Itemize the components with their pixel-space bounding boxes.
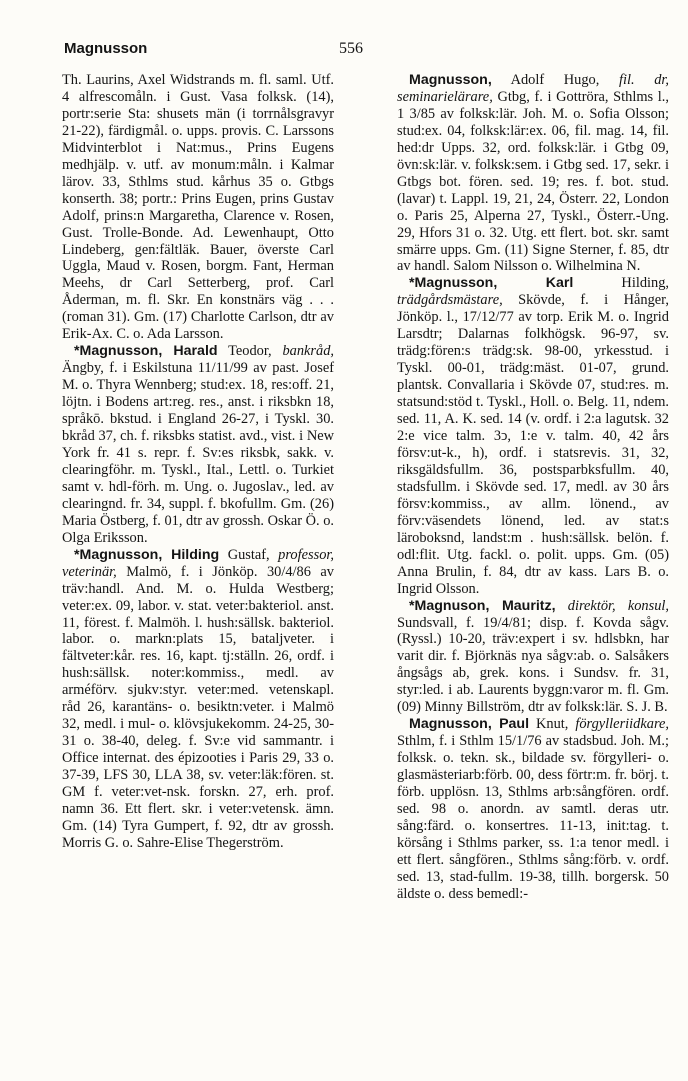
entry-headword: *Magnusson, Karl: [409, 275, 574, 292]
entry-headword: Magnusson, Paul: [409, 716, 530, 733]
entry-text: Ängby, f. i Eskilstuna 11/11/99 av past. Josef M. o. Thyra Wennberg; stud:ex. 18, res:off. 21, löjtn. i Bodens art:reg. res., anst. i riksbkn 18, språkō. bkstud. i England 26-27, i Tyskl. 30. bkråd 37, ch. f. riksbks statist. avd., vist. i New York fr. 41 s. repr. f. Sv:es riksbk, sakk. v. clearingföhr. m. Tyskl., Ital., Lettl. o. Turkiet samt v. hdl-förh. m. Ung. o. Jugoslav., led. av clearingnd. fr. 34, suppl. f. bkofullm. Gm. (26) Maria Östberg, f. 01, dtr av grossh. Oskar Ö. o. Olga Eriksson.: [62, 360, 334, 546]
biography-entry: [397, 598, 669, 717]
entry-text: Th. Laurins, Axel Widstrands m. fl. saml. Utf. 4 alfrescomåln. i Gust. Vasa folksk. (14), portr:serie Sta: shusets män (i torrnålsgravyr 21-22), färdigmål. o. upps. provis. C. Larssons Midvinterblot i Nat:mus., Prins Eugens medhjälp. v. utf. av monum:måln. i Kalmar lärov. 33, Sthlms stud. kårhus 35 o. Gtbgs konserth. 38; portr.: Prins Eugen, prins Gustav Adolf, prins:n Margaretha, Clarence v. Rosen, Gust. Trolle-Bonde. Ad. Lewenhaupt, Otto Lindeberg, gen:fältläk. Bauer, överste Carl Uggla, Maud v. Rosen, borgm. Fant, Herman Meehs, dr Carl Setterberg, prof. Carl Åderman, m. fl. Skr. En konstnärs väg . . . (roman 31). Gm. (17) Charlotte Carlson, dtr av Erik-Ax. C. o. Ada Larsson.: [62, 72, 334, 343]
entry-given-names: Knut,: [529, 716, 576, 733]
biography-entry: [397, 72, 669, 275]
entry-text: Sthlm, f. i Sthlm 15/1/76 av stadsbud. Joh. M.; folksk. o. tekn. sk., bildade sv. förgylleri- o. glasmästeriarb:förb. 00, dess förtr:m. fr. börj. t. förb. upplösn. 13, Sthlms arb:sångfören. ordf. sed. 98 o. anordn. av samtl. deras utr. sång:färd. o. konsertres. 11-13, init:tag. t. körsång i Sthlms parker, ss. 1:a tenor medl. i ett flert. sångfören., Sthlms sång:förb. v. ordf. sed. 13, stad-fullm. 19-38, tillh. borgersk. 50 äldste o. dess bemedl:-: [397, 733, 669, 902]
entry-title: trädgårdsmästare,: [397, 292, 503, 309]
left-column: [62, 72, 334, 852]
running-head: Magnusson: [64, 40, 148, 57]
entry-headword: *Magnusson, Harald: [74, 343, 218, 360]
right-column: [397, 72, 669, 903]
entry-text: Gtbg, f. i Gottröra, Sthlms l., 1 3/85 av folksk:lär. Joh. M. o. Sofia Olsson; stud:ex. 04, folksk:lär:ex. 06, fil. mag. 14, fil. hed:dr Upps. 32, ord. folksk:lär. i Gtbg 09, övn:sk:lär. v. folksk:sem. i Gtbg sed. 17, sekr. i Gtbgs bot. fören. sed. 19; res. f. bot. stud. (lavar) t. Lappl. 19, 21, 24, Österr. 22, London o. Paris 25, Alperna 27, Tyskl., Österr.-Ung. 29, Hfors 31 o. 32. Utg. ett flert. bot. skr. samt smärre upps. Gm. (11) Signe Sterner, f. 85, dtr av handl. Salom Nilsson o. Wilhelmina N.: [397, 88, 669, 275]
biography-entry: [62, 343, 334, 546]
entry-headword: *Magnuson, Mauritz,: [409, 597, 556, 614]
entry-given-names: Gustaf,: [219, 546, 279, 563]
entry-text: Skövde, f. i Hånger, Jönköp. l., 17/12/77 av torp. Erik M. o. Ingrid Larsdtr; Dalarnas folkhögsk. 96-97, sv. trädg:fören:s trädg:sk. 98-00, yrkesstud. i Tyskl. 00-01, trädg:mäst. 01-07, grund. plantsk. Convallaria i Skövde 07, stud:res. m. statsund:stöd t. Tyskl., Holl. o. Belg. 11, ndem. sed. 11, A. K. sed. 14 (v. ordf. i 2:a lagutsk. 32 2:e vice talm. 3ↄ, 1:e v. talm. 40, 42 års försv:ut-k., h), ordf. i statsrevis. 31, 32, riksgäldsfullm. 36, postsparbksfullm. 40, stadsfullm. i Skövde sed. 17, medl. av 30 års försv:kommiss., av allm. lönend., av förv:väsendets lönend, led. av stat:s läroboksnd, landst:m . hush:sällsk. belön. f. odl:flit. Utg. fackl. o. polit. upps. Gm. (05) Anna Brulin, f. 84, dtr av kass. Lars B. o. Ingrid Olsson.: [397, 292, 669, 597]
entry-title: professor, veterinär,: [62, 546, 334, 580]
page-number: 556: [339, 40, 363, 57]
entry-continuation: [62, 72, 334, 343]
entry-headword: Magnusson,: [409, 72, 492, 88]
entry-title: förgylleriidkare,: [575, 716, 669, 733]
entry-given-names: [556, 598, 568, 614]
entry-given-names: Teodor,: [217, 343, 283, 360]
entry-given-names: Adolf Hugo,: [491, 72, 619, 88]
entry-given-names: Hilding,: [573, 275, 669, 292]
biography-entry: [62, 547, 334, 852]
entry-title: bankråd,: [282, 343, 334, 360]
entry-title: direktör, konsul,: [567, 597, 669, 614]
entry-text: Sundsvall, f. 19/4/81; disp. f. Kovda sågv. (Ryssl.) 10-20, träv:expert i sv. hdlsbkn, har varit dir. f. Björknäs nya sågv:ab. o. Salsåkers ångsågs ab, grek. kons. i Sundsv. fr. 31, styr:led. i ab. Laurents byggn:varor m. fl. Gm. (09) Minny Billström, dtr av folksk:lär. S. J. B.: [397, 614, 669, 716]
biography-entry: [397, 716, 669, 902]
entry-headword: *Magnusson, Hilding: [74, 546, 220, 563]
entry-text: Malmö, f. i Jönköp. 30/4/86 av träv:handl. And. M. o. Hulda Westberg; veter:ex. 09, labor. v. stat. veter:bakteriol. anst. 11, förest. f. Malmöh. l. hush:sällsk. bakteriol. labor. o. markn:plats 15, bataljveter. i fältveter:kår. res. 16, kapt. tj:ställn. 26, ordf. i hush:sällsk. noter:kommiss., medl. av arméförv. sjukv:styr. veter:med. vetenskapl. råd 26, karantäns- o. besiktn:veter. i Malmö 32, medl. i mul- o. klövsjukekomm. 24-25, 30-31 o. 38-40, deleg. f. Sv:e vid sammantr. i Office internat. des épizooties i Paris 29, 33 o. 37-39, LFS 30, LLA 38, sv. veter:läk:fören. st. GM f. veter:vet-nsk. forskn. 27, erh. prof. namn 36. Ett flert. skr. i veter:vetensk. ämn. Gm. (14) Tyra Gumpert, f. 92, dtr av grossh. Morris G. o. Sahre-Elise Thegerström.: [62, 563, 334, 851]
biography-entry: [397, 275, 669, 597]
entry-title: fil. dr, seminarielärare,: [397, 72, 669, 105]
